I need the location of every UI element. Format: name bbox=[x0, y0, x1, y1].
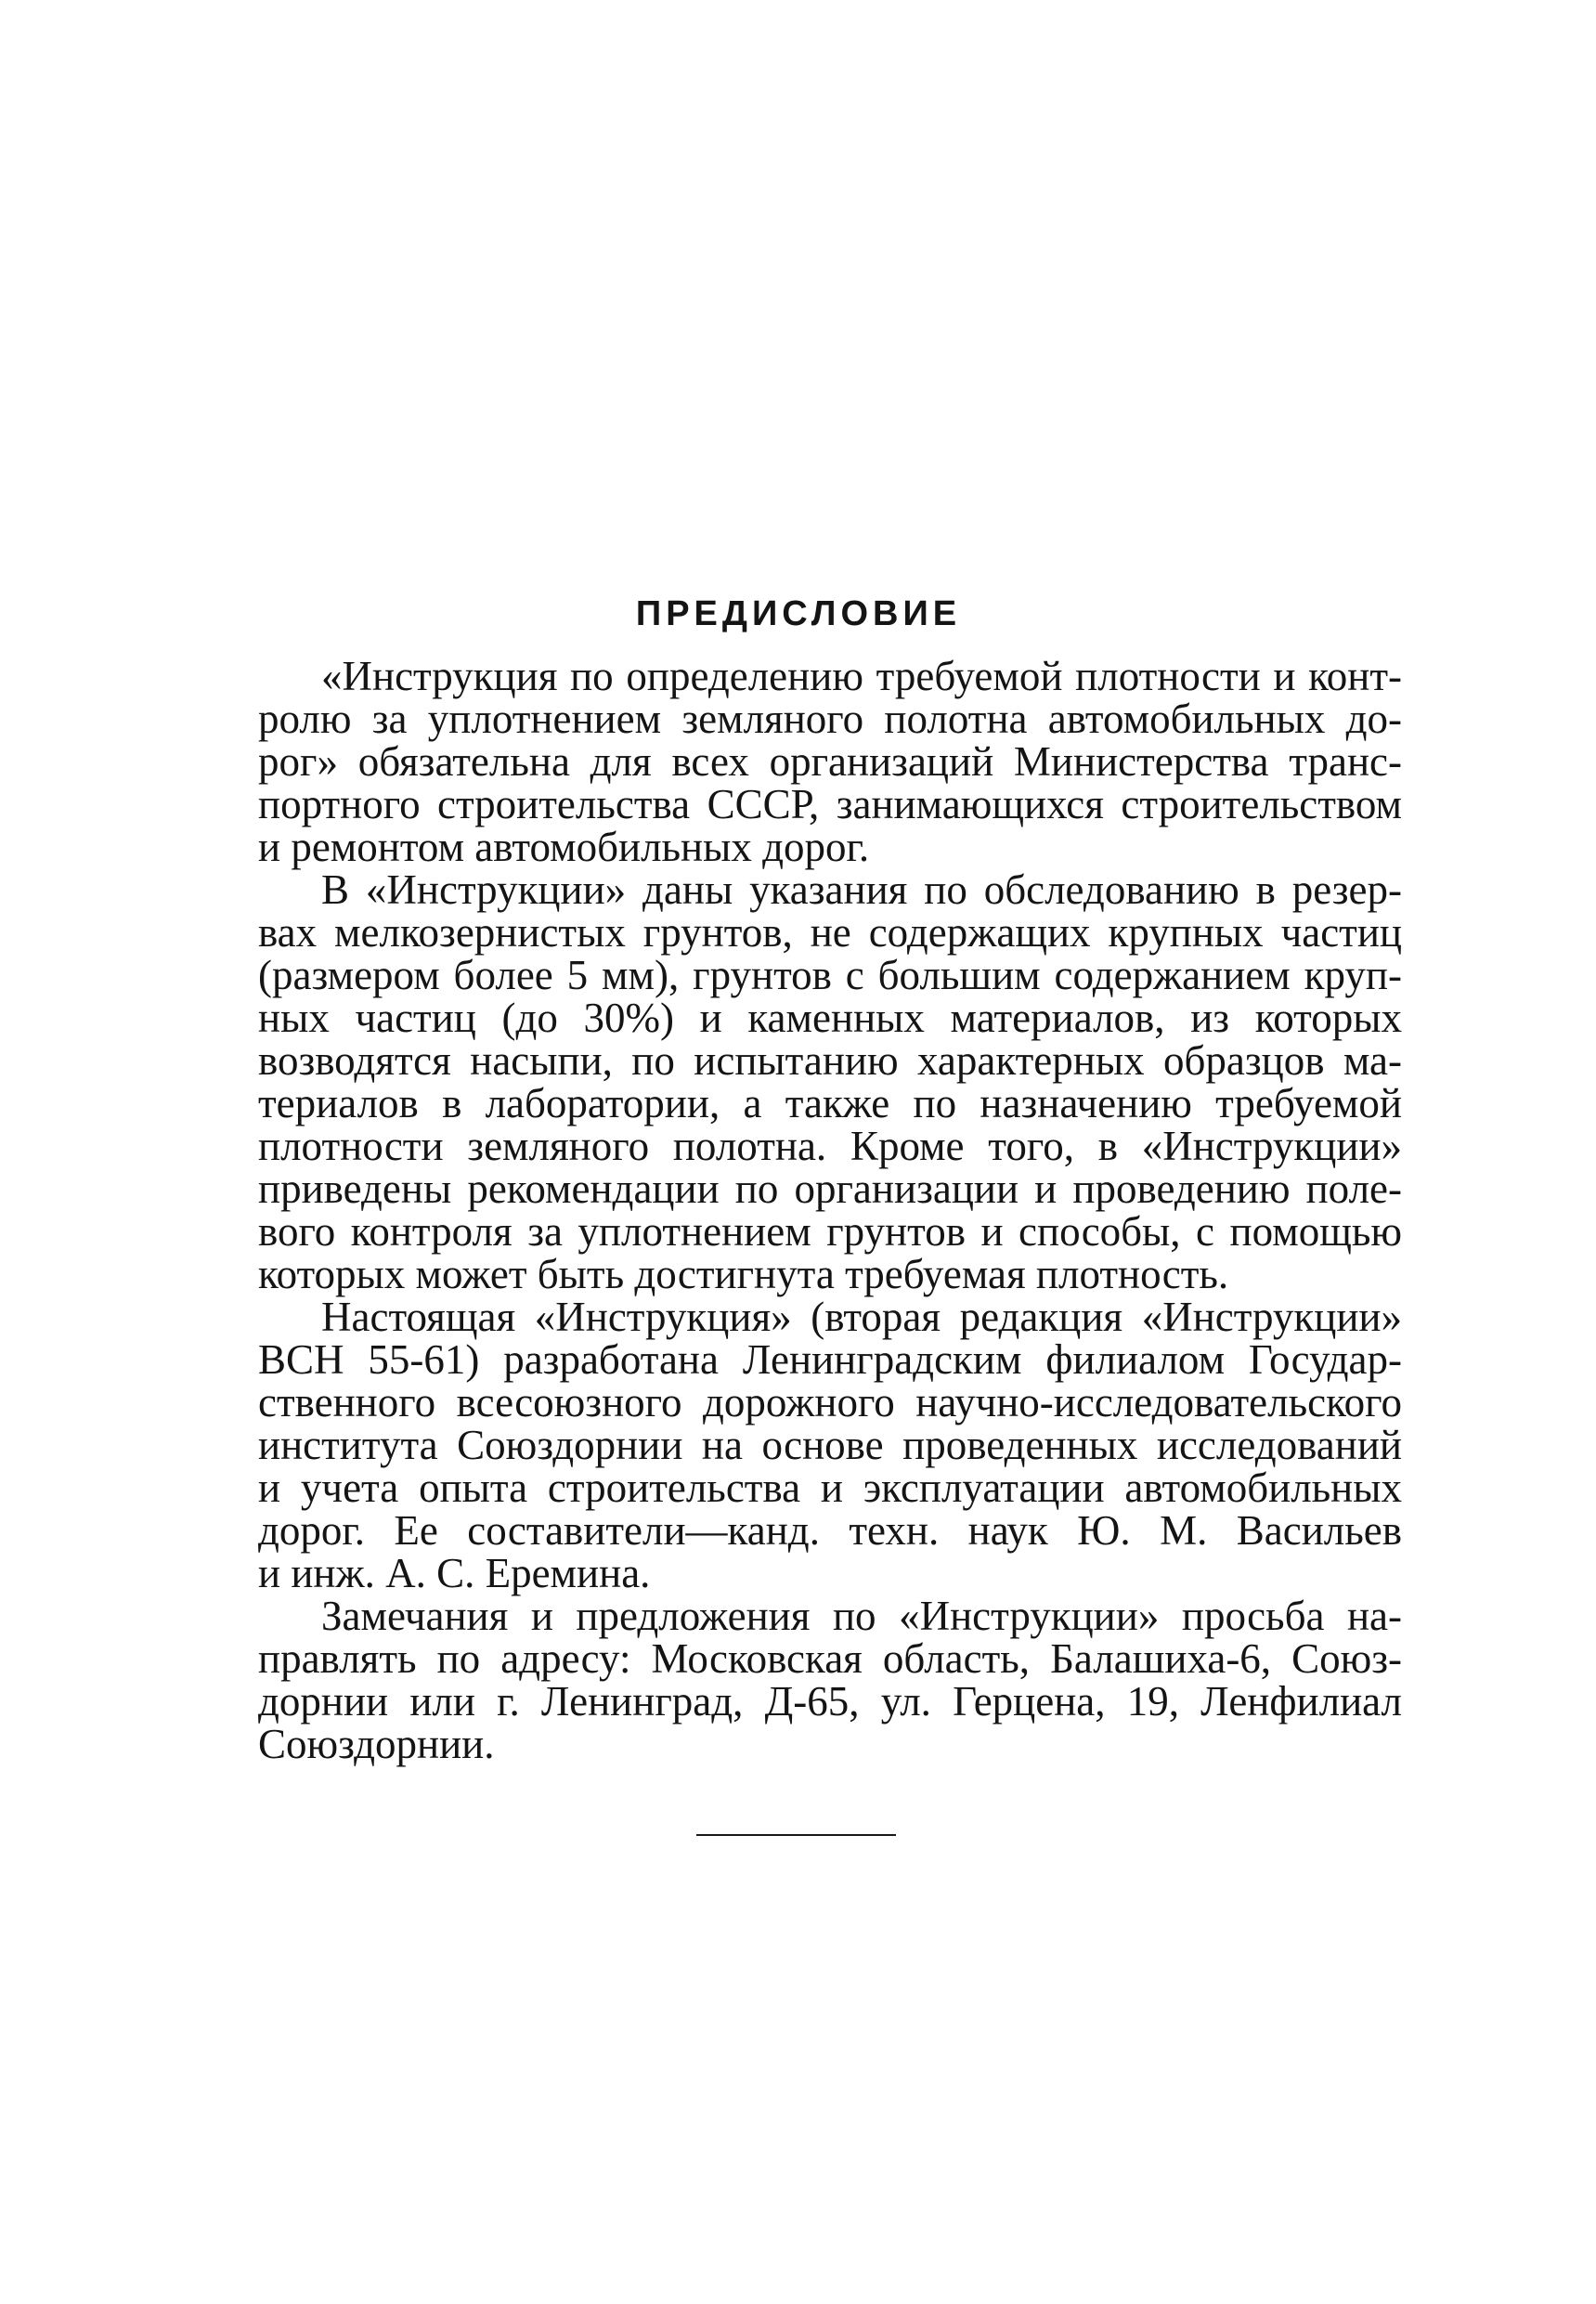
text-line: Настоящая «Инструкция» (вторая редакция «Инструкции» bbox=[321, 1294, 1402, 1340]
text-line: института Союздорнии на основе проведенных исследований bbox=[258, 1422, 1402, 1468]
text-line: ролю за уплотнением земляного полотна автомобильных до- bbox=[258, 696, 1402, 742]
text-line: ных частиц (до 30%) и каменных материалов, из которых bbox=[258, 995, 1402, 1041]
text-line: и ремонтом автомобильных дорог. bbox=[258, 824, 870, 870]
text-line: (размером более 5 мм), грунтов с большим содержанием круп- bbox=[258, 952, 1402, 998]
text-line: дорог. Ее составители—канд. техн. наук Ю. М. Васильев bbox=[258, 1507, 1402, 1554]
text-line: Союздорнии. bbox=[258, 1721, 495, 1767]
text-line: териалов в лаборатории, а также по назначению требуемой bbox=[258, 1080, 1402, 1126]
paragraph bbox=[195, 868, 1402, 1295]
text-line: В «Инструкции» даны указания по обследованию в резер- bbox=[321, 866, 1402, 913]
text-line: портного строительства СССР, занимающихся строительством bbox=[258, 781, 1402, 827]
text-line: вого контроля за уплотнением грунтов и способы, с помощью bbox=[258, 1208, 1402, 1255]
text-line: правлять по адресу: Московская область, Балашиха-6, Союз- bbox=[258, 1635, 1402, 1682]
text-line: вах мелкозернистых грунтов, не содержащих крупных частиц bbox=[258, 909, 1402, 956]
text-line: плотности земляного полотна. Кроме того, в «Инструкции» bbox=[258, 1123, 1402, 1169]
paragraph bbox=[195, 1295, 1402, 1595]
text-line: ственного всесоюзного дорожного научно-исследовательского bbox=[258, 1379, 1402, 1425]
page-title: ПРЕДИСЛОВИЕ bbox=[635, 594, 962, 633]
text-line: и инж. А. С. Еремина. bbox=[258, 1550, 651, 1596]
text-line: возводятся насыпи, по испытанию характерных образцов ма- bbox=[258, 1037, 1402, 1084]
text-line: дорнии или г. Ленинград, Д-65, ул. Герцена, 19, Ленфилиал bbox=[258, 1678, 1402, 1725]
preface-body bbox=[195, 655, 1402, 1765]
text-line: «Инструкция по определению требуемой плотности и конт- bbox=[321, 653, 1402, 699]
paragraph bbox=[195, 1595, 1402, 1765]
text-line: ВСН 55-61) разработана Ленинградским филиалом Государ- bbox=[258, 1336, 1402, 1383]
text-line: приведены рекомендации по организации и проведению поле- bbox=[258, 1165, 1402, 1212]
text-line: которых может быть достигнута требуемая плотность. bbox=[258, 1251, 1229, 1297]
text-line: Замечания и предложения по «Инструкции» просьба на- bbox=[321, 1593, 1402, 1639]
text-line: и учета опыта строительства и эксплуатации автомобильных bbox=[258, 1464, 1402, 1511]
text-line: рог» обязательна для всех организаций Министерства транс- bbox=[258, 738, 1402, 785]
paragraph bbox=[195, 655, 1402, 868]
end-divider bbox=[696, 1834, 896, 1836]
